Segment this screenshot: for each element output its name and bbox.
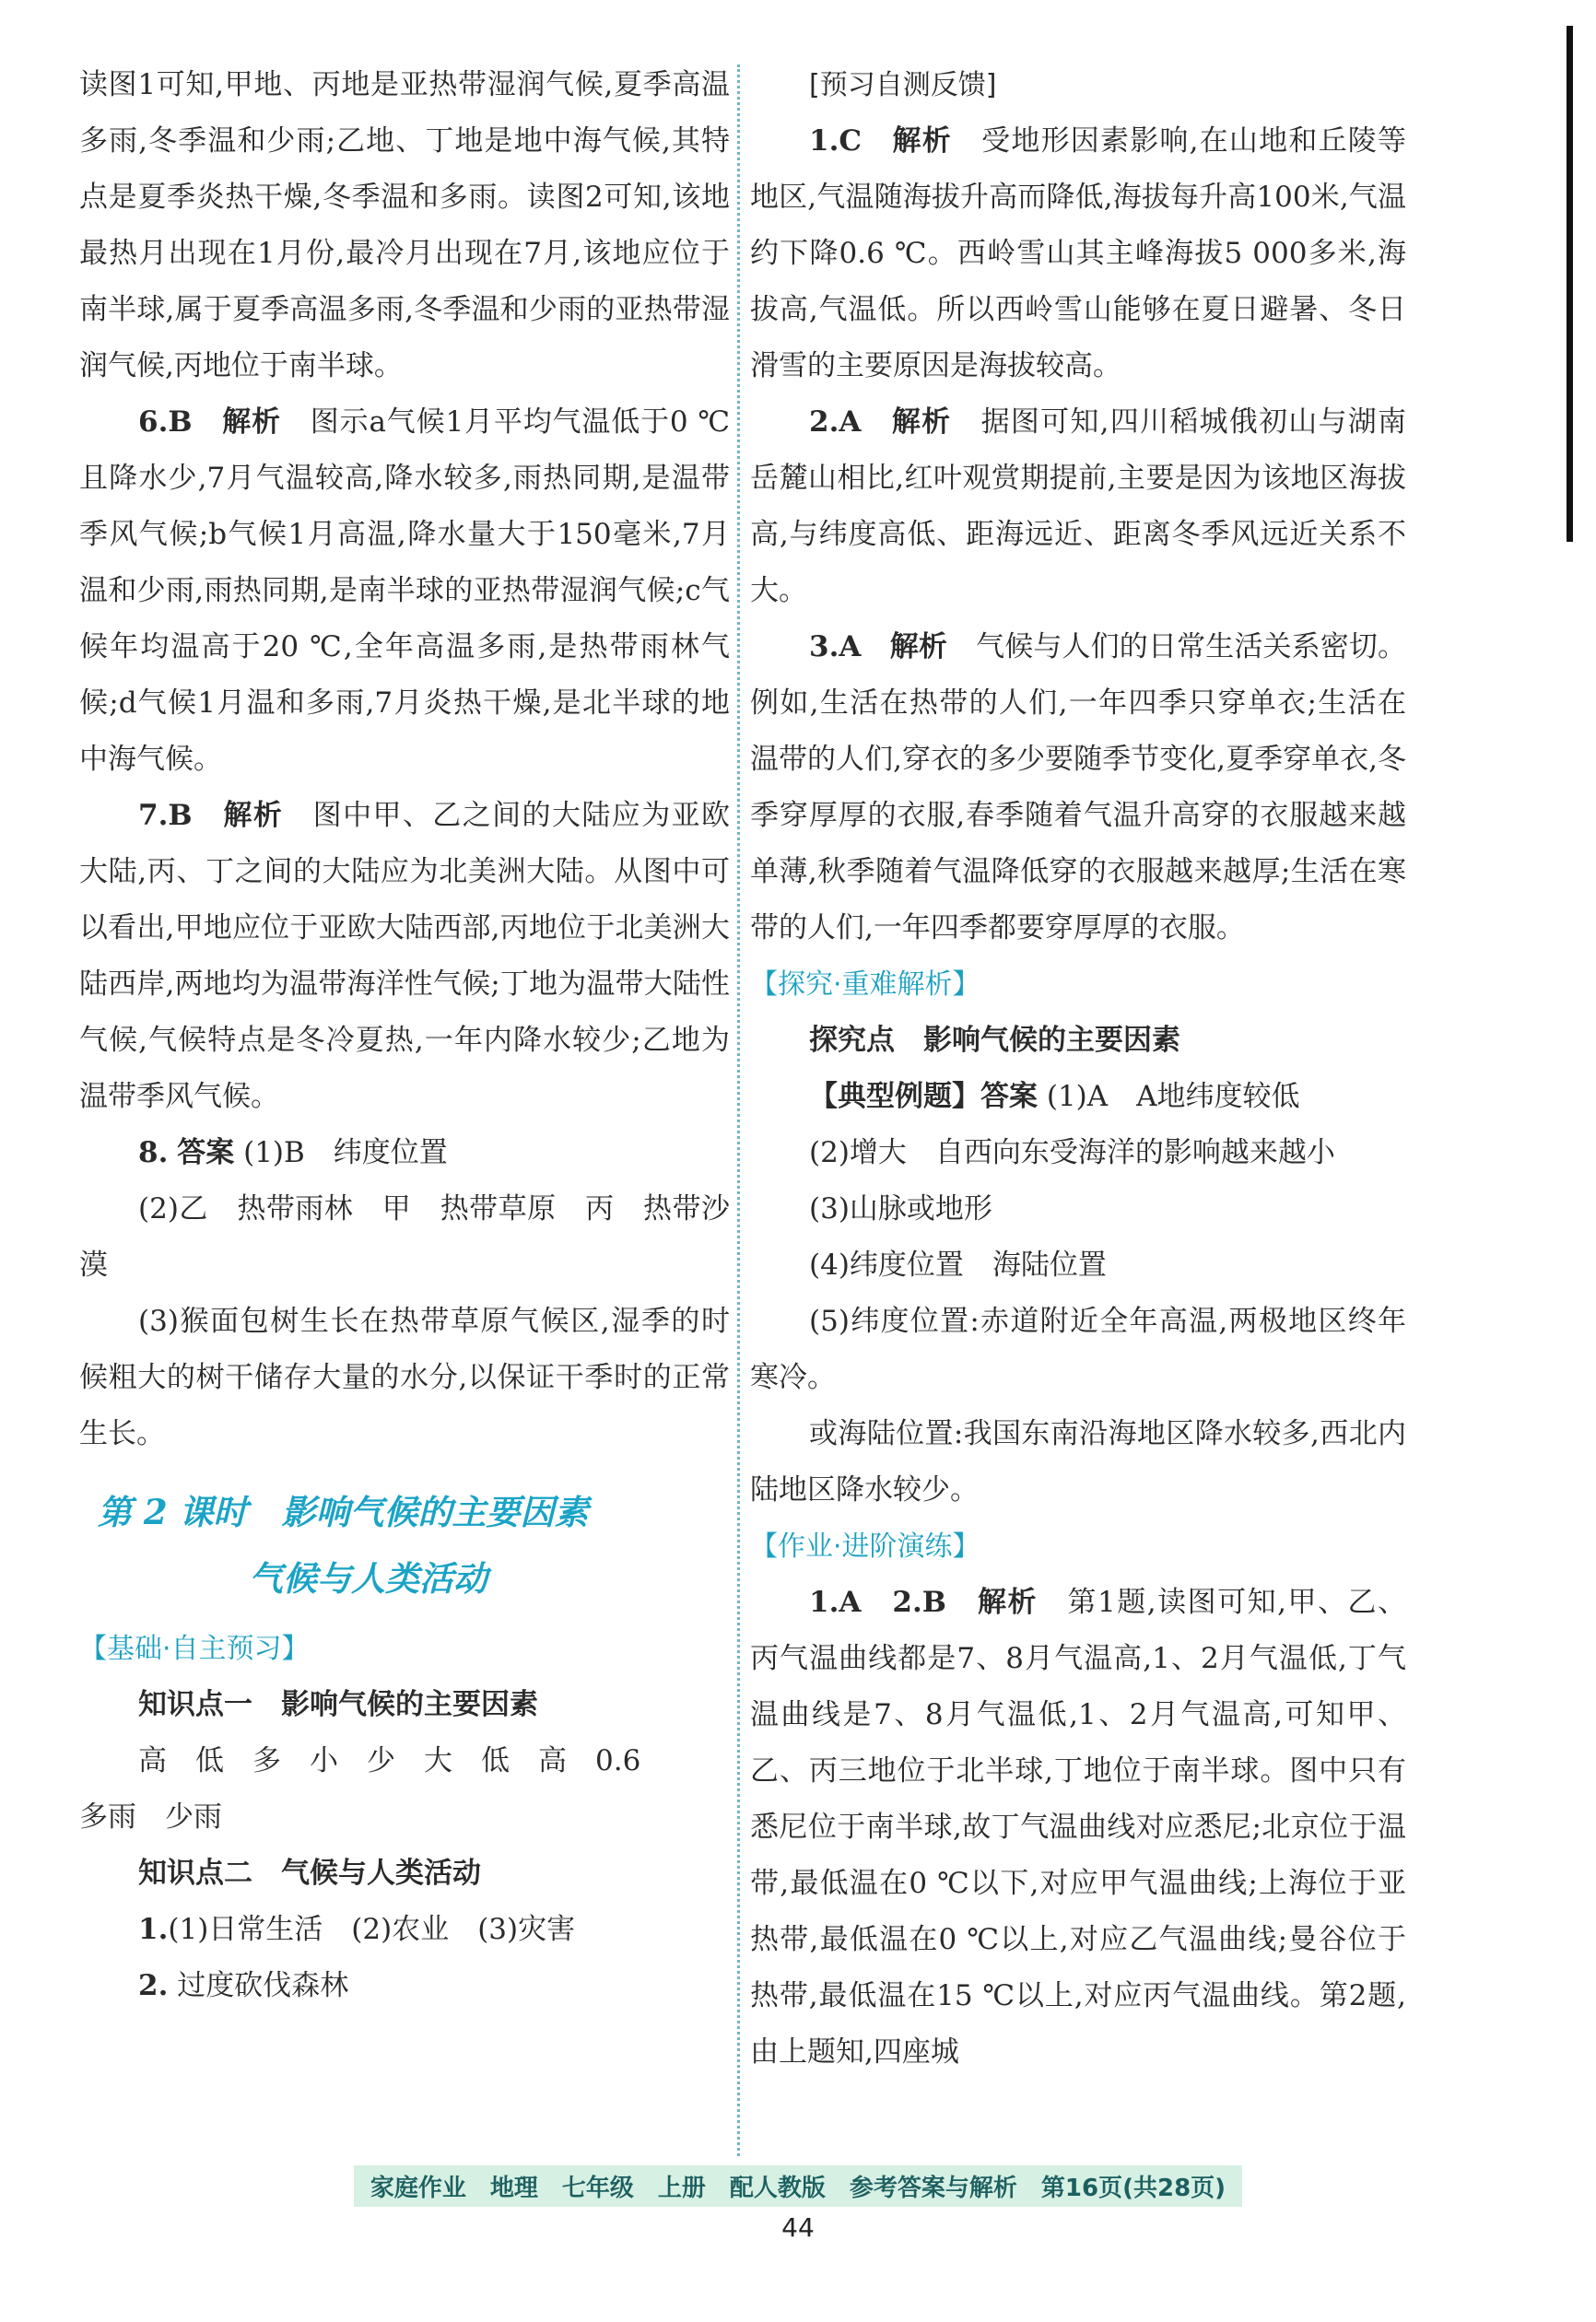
q7-number: 7.B (138, 799, 193, 832)
example-answer-4: (4)纬度位置 海陆位置 (809, 1249, 1107, 1282)
example-answer-1-text: (1)A A地纬度较低 (1046, 1080, 1300, 1113)
section-explore: 【探究·重难解析】 (750, 968, 980, 1001)
r2-number: 2.A (809, 405, 862, 439)
r3-paragraph (750, 619, 1406, 956)
kp2-item-2-number: 2. (138, 1969, 169, 2002)
r2-keyword: 解析 (891, 405, 952, 439)
q8-keyword: 答案 (177, 1136, 235, 1169)
r1-keyword: 解析 (892, 124, 952, 158)
example-answer-2: (2)增大 自西向东受海洋的影响越来越小 (809, 1136, 1335, 1169)
r3-keyword: 解析 (889, 630, 947, 663)
section-basic-preview: 【基础·自主预习】 (79, 1633, 310, 1665)
knowledge-point-1-answers-2: 多雨 少雨 (79, 1800, 222, 1834)
q6-paragraph (79, 394, 730, 788)
example-answer-1 (750, 1069, 1406, 1125)
q8-answer-2: (2)乙 热带雨林 甲 热带草原 丙 热带沙漠 (79, 1192, 730, 1282)
left-column (79, 57, 730, 2014)
knowledge-point-2-item-2 (79, 1958, 730, 2014)
r1-paragraph (750, 113, 1406, 394)
example-answer-5: (5)纬度位置:赤道附近全年高温,两极地区终年寒冷。 (750, 1305, 1406, 1394)
homework-keyword: 解析 (978, 1586, 1039, 1619)
chapter-heading-line-2: 气候与人类活动 (249, 1558, 487, 1599)
chapter-heading (79, 1479, 730, 1612)
knowledge-point-1-answers: 高 低 多 小 少 大 低 高 0.6 (138, 1744, 641, 1777)
intro-paragraph: 读图1可知,甲地、丙地是亚热带湿润气候,夏季高温多雨,冬季温和少雨;乙地、丁地是地中海气候,其特点是夏季炎热干燥,冬季温和多雨。读图2可知,该地最热月出现在1月份,最冷月出现在7月,该地应位于南半球,属于夏季高温多雨,冬季温和少雨的亚热带湿润气候,丙地位于南半球。 (79, 68, 730, 382)
explore-point-title: 探究点 影响气候的主要因素 (809, 1024, 1180, 1057)
preview-feedback-title: [预习自测反馈] (809, 69, 997, 101)
q8-answer-3: (3)猴面包树生长在热带草原气候区,湿季的时候粗大的树干储存大量的水分,以保证干季时的正常生长。 (79, 1305, 730, 1450)
example-label: 【典型例题】答案 (809, 1080, 1038, 1113)
homework-numbers: 1.A 2.B (809, 1586, 946, 1619)
r2-paragraph (750, 394, 1406, 619)
r2-text: 据图可知,四川稻城俄初山与湖南岳麓山相比,红叶观赏期提前,主要是因为该地区海拔高,与纬度高低、距海远近、距离冬季风远近关系不大。 (750, 405, 1407, 607)
right-column (750, 57, 1406, 2081)
q8-answer-1: (1)B 纬度位置 (243, 1136, 448, 1169)
column-divider (737, 64, 740, 2156)
homework-text: 第1题,读图可知,甲、乙、丙气温曲线都是7、8月气温高,1、2月气温低,丁气温曲线是7、8月气温低,1、2月气温高,可知甲、乙、丙三地位于北半球,丁地位于南半球。图中只有悉尼位于南半球,故丁气温曲线对应悉尼;北京位于温带,最低温在0 ℃以下,对应甲气温曲线;上海位于亚热带,最低温在0 ℃以上,对应乙气温曲线;曼谷位于热带,最低温在15 ℃以上,对应丙气温曲线。第2题,由上题知,四座城 (750, 1586, 1407, 2069)
q8-paragraph (79, 1125, 730, 1181)
chapter-heading-line-1: 第 2 课时 影响气候的主要因素 (98, 1492, 589, 1532)
example-answer-6: 或海陆位置:我国东南沿海地区降水较多,西北内陆地区降水较少。 (750, 1417, 1406, 1507)
r1-text: 受地形因素影响,在山地和丘陵等地区,气温随海拔升高而降低,海拔每升高100米,气温约下降0.6 ℃。西岭雪山其主峰海拔5 000多米,海拔高,气温低。所以西岭雪山能够在夏日避暑、冬日滑雪的主要原因是海拔较高。 (750, 124, 1407, 382)
q6-number: 6.B (138, 405, 193, 439)
q8-number: 8. (138, 1136, 169, 1169)
q7-text: 图中甲、乙之间的大陆应为亚欧大陆,丙、丁之间的大陆应为北美洲大陆。从图中可以看出,甲地应位于亚欧大陆西部,丙地位于北美洲大陆西岸,两地均为温带海洋性气候;丁地为温带大陆性气候,气候特点是冬冷夏热,一年内降水较少;乙地为温带季风气候。 (79, 799, 731, 1113)
page-footer (0, 2165, 1596, 2243)
r3-number: 3.A (809, 630, 862, 663)
page-edge-bar (1567, 26, 1573, 542)
knowledge-point-2-item-1 (79, 1902, 730, 1958)
kp2-item-1-text: (1)日常生活 (2)农业 (3)灾害 (168, 1913, 576, 1946)
section-homework: 【作业·进阶演练】 (750, 1530, 980, 1563)
knowledge-point-2-title: 知识点二 气候与人类活动 (138, 1857, 481, 1890)
kp2-item-2-text: 过度砍伐森林 (177, 1969, 349, 2002)
q6-text: 图示a气候1月平均气温低于0 ℃且降水少,7月气温较高,降水较多,雨热同期,是温带季风气候;b气候1月高温,降水量大于150毫米,7月温和少雨,雨热同期,是南半球的亚热带湿润气候;c气候年均温高于20 ℃,全年高温多雨,是热带雨林气候;d气候1月温和多雨,7月炎热干燥,是北半球的地中海气候。 (79, 405, 731, 776)
kp2-item-1-number: 1. (138, 1913, 169, 1946)
example-answer-3: (3)山脉或地形 (809, 1192, 992, 1226)
q7-paragraph (79, 788, 730, 1125)
r3-text: 气候与人们的日常生活关系密切。例如,生活在热带的人们,一年四季只穿单衣;生活在温带的人们,穿衣的多少要随季节变化,夏季穿单衣,冬季穿厚厚的衣服,春季随着气温升高穿的衣服越来越单薄,秋季随着气温降低穿的衣服越来越厚;生活在寒带的人们,一年四季都要穿厚厚的衣服。 (750, 630, 1407, 944)
q6-keyword: 解析 (222, 405, 281, 439)
r1-number: 1.C (809, 124, 863, 158)
q7-keyword: 解析 (223, 799, 284, 832)
knowledge-point-1-title: 知识点一 影响气候的主要因素 (138, 1688, 538, 1721)
page-number: 44 (781, 2212, 815, 2243)
footer-bar: 家庭作业 地理 七年级 上册 配人教版 参考答案与解析 第16页(共28页) (354, 2165, 1242, 2207)
homework-paragraph (750, 1575, 1406, 2081)
